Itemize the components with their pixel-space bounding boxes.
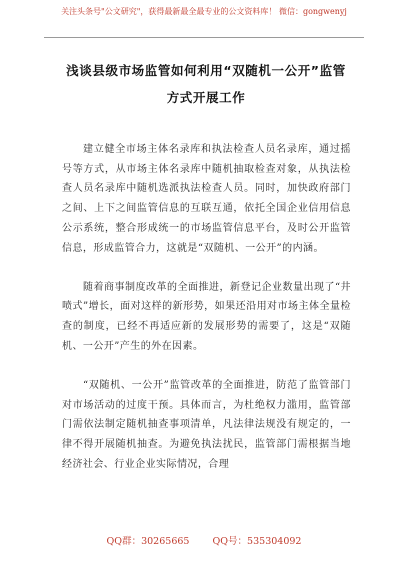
header-note: 关注头条号"公文研究"，获得最新最全最专业的公文资料库！ 微信：gongwenyj [61,7,347,16]
header-divider [44,37,364,38]
document-title: 浅谈县级市场监管如何利用“双随机一公开”监管方式开展工作 [66,63,346,105]
qq-group-text: QQ群：30265665 [106,536,190,547]
paragraph: 建立健全市场主体名录库和执法检查人员名录库，通过摇号等方式，从市场主体名录库中随机抽取检查对象，从执法检查人员名录库中随机选派执法检查人员。同时，加快政府部门之间、上下之间监管信息的互联互通，依托全国企业信用信息公示系统，整合形成统一的市场监管信息平台，及时公开监管信息，形成监管合力，这就是“双随机、一公开”的内涵。 [62,144,351,254]
document-body [62,140,351,494]
footer-contact [0,533,408,547]
paragraph: 随着商事制度改革的全面推进，新登记企业数量出现了“井喷式”增长，面对这样的新形势，如果还沿用对市场主体全量检查的制度，已经不再适应新的发展形势的需要了，这是“双随机、一公开”产生的外在因素。 [62,281,351,352]
paragraph: “双随机、一公开”监管改革的全面推进，防范了监管部门对市场活动的过度干预。具体而言，为杜绝权力滥用，监管部门需依法制定随机抽查事项清单，凡法律法规没有规定的，一律不得开展随机抽查。为避免执法扰民，监管部门需根据当地经济社会、行业企业实际情况，合理 [62,380,351,470]
qq-number-text: QQ号：535304092 [212,536,302,547]
